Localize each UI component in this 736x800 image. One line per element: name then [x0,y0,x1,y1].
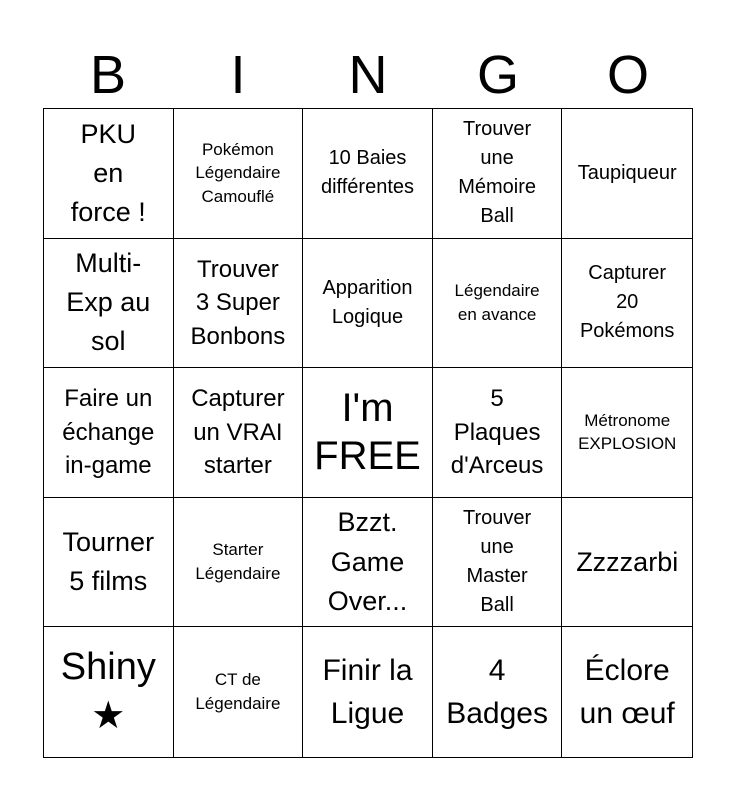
cell-text: 10 Baies différentes [320,147,414,199]
cell-text: Légendaire en avance [454,281,540,324]
bingo-cell[interactable] [562,627,692,757]
bingo-cell[interactable] [303,498,433,628]
bingo-header [43,42,693,108]
free-space-cell[interactable] [303,368,433,498]
bingo-grid [43,108,693,758]
cell-text: Capturer un VRAI starter [191,385,285,480]
bingo-cell[interactable] [44,498,174,628]
bingo-cell[interactable] [562,368,692,498]
bingo-cell[interactable] [562,498,692,628]
cell-text: 4 Badges [446,653,548,731]
bingo-cell[interactable] [433,239,563,369]
bingo-cell[interactable] [433,368,563,498]
cell-text: Pokémon Légendaire Camouflé [195,139,281,207]
cell-text: Finir la Ligue [322,653,413,731]
free-space-text: I'm FREE [314,386,421,479]
bingo-cell[interactable] [44,109,174,239]
bingo-cell[interactable] [44,627,174,757]
header-letter-o: O [606,45,649,105]
cell-text: Trouver 3 Super Bonbons [190,255,286,350]
bingo-cell[interactable] [303,109,433,239]
bingo-cell[interactable] [562,239,692,369]
header-letter-i: I [230,45,246,105]
bingo-cell[interactable] [174,239,304,369]
cell-text: PKU en force ! [70,118,146,227]
bingo-cell[interactable] [433,109,563,239]
bingo-cell[interactable] [44,239,174,369]
cell-text: Trouver une Master Ball [463,507,532,617]
bingo-cell[interactable] [433,498,563,628]
cell-text: Éclore un œuf [579,653,675,731]
cell-text: 5 Plaques d'Arceus [450,385,544,480]
header-letter-n: N [348,45,388,105]
bingo-cell[interactable] [174,109,304,239]
bingo-cell[interactable] [303,239,433,369]
bingo-cell[interactable] [174,627,304,757]
bingo-cell[interactable] [303,627,433,757]
cell-text: Tourner 5 films [62,526,155,597]
header-letter-g: G [476,45,519,105]
cell-text: Capturer 20 Pokémons [579,262,675,343]
header-letter-b: B [89,45,127,105]
cell-text: Shiny ★ [60,645,156,738]
bingo-cell[interactable] [44,368,174,498]
bingo-cell[interactable] [433,627,563,757]
cell-text: Starter Légendaire [195,540,281,584]
cell-text: Trouver une Mémoire Ball [458,118,536,228]
cell-text: Bzzt. Game Over... [327,507,408,616]
bingo-cell[interactable] [562,109,692,239]
cell-text: Taupiqueur [577,161,677,184]
cell-text: Apparition Logique [322,276,413,328]
bingo-cell[interactable] [174,368,304,498]
cell-text: Multi- Exp au sol [66,248,151,357]
cell-text: Faire un échange in-game [62,385,155,480]
cell-text: Métronome EXPLOSION [578,410,677,454]
bingo-cell[interactable] [174,498,304,628]
cell-text: Zzzzarbi [576,546,679,577]
cell-text: CT de Légendaire [195,670,281,714]
